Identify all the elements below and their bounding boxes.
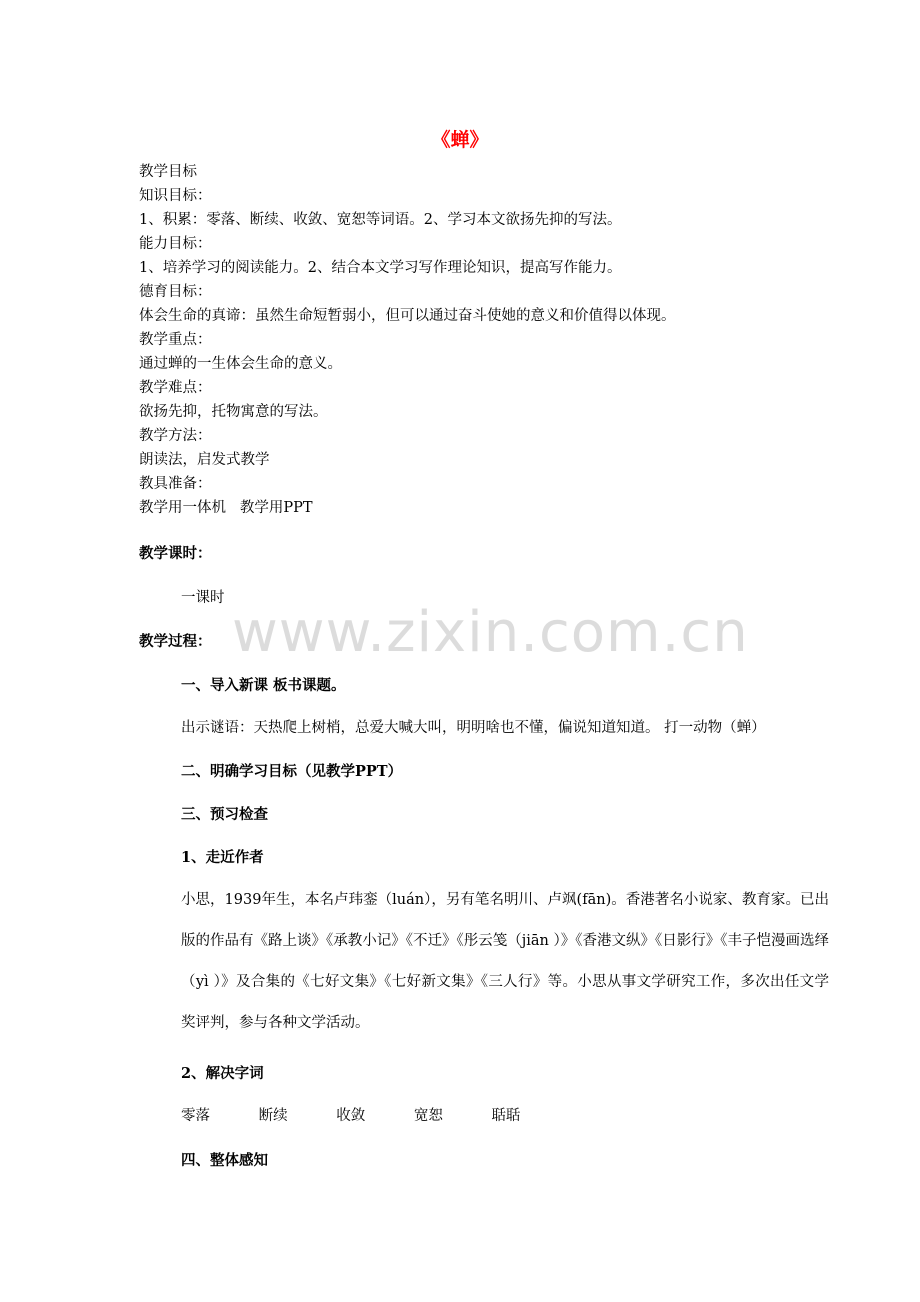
vocabulary-word: 宽恕 — [413, 1108, 443, 1124]
moral-text: 体会生命的真谛：虽然生命短暂弱小，但可以通过奋斗使她的意义和价值得以体现。 — [139, 308, 676, 324]
document-title: 《蝉》 — [431, 129, 489, 151]
method-text: 朗读法，启发式教学 — [139, 452, 270, 468]
objectives-heading: 教学目标 — [139, 164, 197, 180]
knowledge-text: 1、积累：零落、断续、收敛、宽恕等词语。2、学习本文欲扬先抑的写法。 — [139, 212, 622, 228]
ability-label: 能力目标： — [139, 236, 212, 252]
sub2-heading: 2、解决字词 — [181, 1065, 264, 1082]
author-paragraph — [139, 880, 829, 1044]
step2-heading: 二、明确学习目标（见教学PPT） — [181, 763, 403, 780]
vocabulary-word: 断续 — [258, 1108, 288, 1124]
vocabulary-word: 聒聒 — [491, 1108, 521, 1124]
moral-label: 德育目标： — [139, 284, 212, 300]
key-point-text: 通过蝉的一生体会生命的意义。 — [139, 356, 342, 372]
vocabulary-word: 零落 — [181, 1108, 210, 1124]
author-paragraph-text: 小思，1939年生，本名卢玮銮（luán），另有笔名明川、卢飒(fān)。香港著名小说家、教育家。已出版的作品有《路上谈》《承教小记》《不迁》《彤云笺（jiān ）》《香港文纵》《日影行》《丰子恺漫画选绎（yì ）》及合集的《七好文集》《七好新文集》《三人行》等。小思从事文学研究工作，多次出任文学奖评判，参与各种文学活动。 — [181, 892, 829, 1031]
method-label: 教学方法： — [139, 428, 212, 444]
class-hours-label: 教学课时： — [139, 545, 212, 562]
step1-heading: 一、导入新课 板书课题。 — [181, 677, 346, 694]
sub1-heading: 1、走近作者 — [181, 849, 264, 866]
knowledge-label: 知识目标： — [139, 188, 212, 204]
vocabulary-word: 收敛 — [336, 1108, 366, 1124]
ability-text: 1、培养学习的阅读能力。2、结合本文学习写作理论知识，提高写作能力。 — [139, 260, 622, 276]
vocabulary-list — [181, 1106, 564, 1126]
process-label: 教学过程： — [139, 633, 212, 650]
step3-heading: 三、预习检查 — [181, 806, 268, 823]
key-point-label: 教学重点： — [139, 332, 212, 348]
difficulty-label: 教学难点： — [139, 380, 212, 396]
step4-heading: 四、整体感知 — [181, 1152, 268, 1169]
difficulty-text: 欲扬先抑，托物寓意的写法。 — [139, 404, 328, 420]
watermark: www.zixin.com.cn — [232, 600, 749, 665]
class-hours-text: 一课时 — [181, 590, 225, 606]
tools-text: 教学用一体机 教学用PPT — [139, 500, 313, 516]
step1-text: 出示谜语：天热爬上树梢，总爱大喊大叫，明明啥也不懂，偏说知道知道。 打一动物（蝉） — [181, 720, 766, 736]
tools-label: 教具准备： — [139, 476, 212, 492]
